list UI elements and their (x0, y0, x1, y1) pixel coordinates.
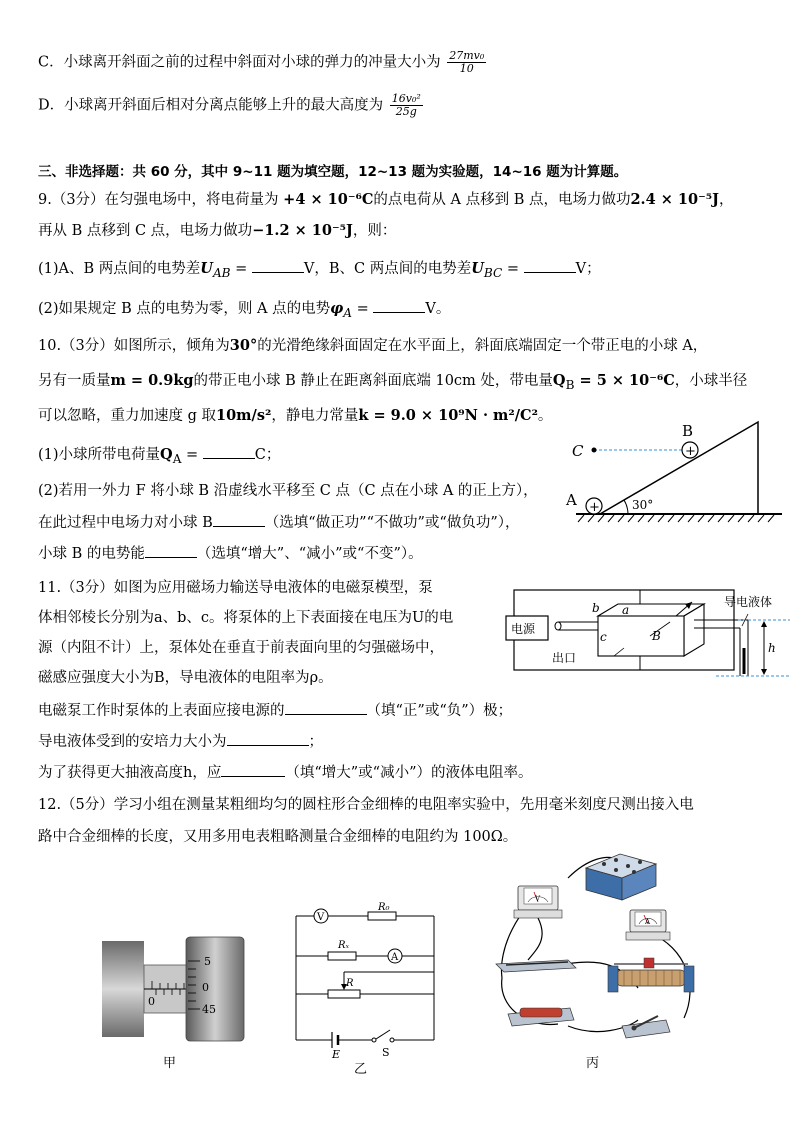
q11-line-7: 为了获得更大抽液高度h，应 （填“增大”或“减小”）的液体电阻率。 (38, 762, 533, 783)
em-pump-diagram (502, 586, 792, 690)
svg-text:+: + (589, 500, 600, 515)
svg-text:5: 5 (204, 955, 211, 968)
q10-qa-blank[interactable] (203, 444, 255, 459)
q10-part-4: 小球 B 的电势能 （选填“增大”、“减小”或“不变”）。 (38, 543, 423, 564)
svg-text:45: 45 (202, 1003, 216, 1016)
svg-text:电源: 电源 (511, 622, 536, 636)
svg-text:R: R (346, 978, 354, 989)
svg-text:0: 0 (148, 995, 155, 1008)
svg-text:S: S (382, 1046, 390, 1058)
voltmeter-device (514, 886, 562, 918)
point-c (592, 448, 597, 453)
ammeter-device (626, 910, 670, 940)
q9-uab-blank[interactable] (252, 258, 304, 273)
q10-energy-blank[interactable] (145, 543, 197, 558)
rheostat-device (608, 958, 694, 992)
q10-part-1: (1)小球所带电荷量$Q_A = C$； (38, 446, 281, 466)
micrometer-frame (102, 941, 144, 1037)
switch-device (622, 1016, 670, 1038)
q11-pole-blank[interactable] (285, 700, 367, 715)
q11-force-blank[interactable] (227, 731, 309, 746)
q10-line-1: 10.（3分）如图所示，倾角为30°的光滑绝缘斜面固定在水平面上，斜面底端固定一个带正电的小球 A， (38, 337, 708, 354)
q10-line-2: 另有一质量m = 0.9kg的带正电小球 B 静止在距离斜面底端 10cm 处，带电量$Q_B = 5 \times 10^{-6}C$，小球半径 (38, 372, 748, 392)
circuit-diagram (288, 898, 444, 1058)
q11-line-1: 11.（3分）如图为应用磁场力输送导电液体的电磁泵模型，泵 (38, 580, 433, 596)
svg-text:V: V (317, 912, 325, 923)
alloy-rod-board (496, 960, 576, 972)
option-c-fraction: $\frac{\text{27mv₀}}{10}$ (449, 49, 485, 75)
q11-line-2: 体相邻棱长分别为a、b、c。将泵体的上下表面接在电压为U的电 (38, 610, 454, 626)
q12-line-1: 12.（5分）学习小组在测量某粗细均匀的圆柱形合金细棒的电阻率实验中，先用毫米刻度尺测出接入电 (38, 797, 694, 813)
svg-text:R₀: R₀ (378, 902, 390, 913)
svg-text:h: h (768, 641, 776, 655)
incline-diagram (560, 418, 788, 530)
q11-resistivity-blank[interactable] (221, 762, 285, 777)
svg-text:A: A (391, 952, 399, 963)
resistor-rx (328, 952, 356, 960)
svg-text:+: + (685, 444, 696, 459)
caption-bing: 丙 (586, 1056, 600, 1071)
svg-text:A: A (645, 918, 651, 926)
section-3-heading: 三、非选择题：共 60 分，其中 9~11 题为填空题，12~13 题为实验题，14~16 题为计算题。 (38, 164, 628, 180)
svg-text:出口: 出口 (552, 651, 577, 665)
svg-text:a: a (622, 603, 630, 617)
micrometer-thimble (186, 937, 244, 1041)
q10-work-blank[interactable] (213, 512, 265, 527)
option-d: D．小球离开斜面后相对分离点能够上升的最大高度为 $\frac{\text{16v₀²}}{25g}$ (38, 92, 421, 118)
svg-text:Rₓ: Rₓ (338, 940, 350, 951)
q11-line-5: 电磁泵工作时泵体的上表面应接电源的 （填“正”或“负”）极； (38, 700, 512, 721)
q12-line-2: 路中合金细棒的长度，又用多用电表粗略测量合金细棒的电阻约为 100Ω。 (38, 829, 518, 845)
label-a: A (566, 491, 577, 509)
q9-ubc-blank[interactable] (524, 258, 576, 273)
svg-text:E: E (332, 1048, 341, 1058)
power-supply-box (586, 854, 656, 900)
pump-body (598, 616, 684, 656)
svg-text:V: V (535, 895, 541, 903)
q9-line-1: 9.（3分）在匀强电场中，将电荷量为 +4 × 10⁻⁶C的点电荷从 A 点移到 B 点，电场力做功2.4 × 10⁻⁵J， (38, 191, 734, 208)
q10-part-2: (2)若用一外力 F 将小球 B 沿虚线水平移至 C 点（C 点在小球 A 的正上方）， (38, 483, 538, 499)
apparatus-figure (488, 848, 704, 1044)
q10-line-3: 可以忽略，重力加速度 g 取10m/s²，静电力常量k = 9.0 × 10⁹N · m²/C²。 (38, 407, 553, 424)
svg-text:导电液体: 导电液体 (724, 595, 773, 609)
battery-device (508, 1008, 574, 1026)
svg-text:b: b (592, 601, 600, 615)
caption-yi: 乙 (354, 1062, 368, 1077)
label-c: C (572, 442, 584, 460)
q11-line-3: 源（内阻不计）上，泵体处在垂直于前表面向里的匀强磁场中， (38, 640, 444, 656)
micrometer-figure (100, 935, 250, 1045)
q9-part-1: (1)A、B 两点间的电势差$U_{AB} = V$，B、C 两点间的电势差$U_{BC} = V$； (38, 260, 601, 280)
angle-label: 30° (632, 498, 654, 512)
svg-text:0: 0 (202, 981, 209, 994)
svg-text:c: c (600, 630, 607, 644)
q9-part-2: (2)如果规定 B 点的电势为零，则 A 点的电势$\varphi_A = V$。 (38, 300, 451, 320)
q9-line-2: 再从 B 点移到 C 点，电场力做功−1.2 × 10⁻⁵J，则： (38, 222, 397, 239)
resistor-r0 (368, 912, 396, 920)
switch-symbol (376, 1030, 390, 1039)
q11-line-6: 导电液体受到的安培力大小为 ； (38, 731, 323, 752)
q10-part-3: 在此过程中电场力对小球 B （选填“做正功”“不做功”或“做负功”）， (38, 512, 520, 533)
caption-jia: 甲 (163, 1056, 177, 1071)
rheostat-r (328, 990, 360, 998)
q9-phia-blank[interactable] (373, 298, 425, 313)
option-c: C．小球离开斜面之前的过程中斜面对小球的弹力的冲量大小为 $\frac{\text{27mv₀}}{10}$ (38, 49, 485, 75)
svg-text:B: B (652, 629, 661, 643)
option-d-fraction: $\frac{\text{16v₀²}}{25g}$ (391, 92, 421, 118)
label-b: B (682, 422, 694, 440)
q11-line-4: 磁感应强度大小为B，导电液体的电阻率为ρ。 (38, 670, 333, 686)
